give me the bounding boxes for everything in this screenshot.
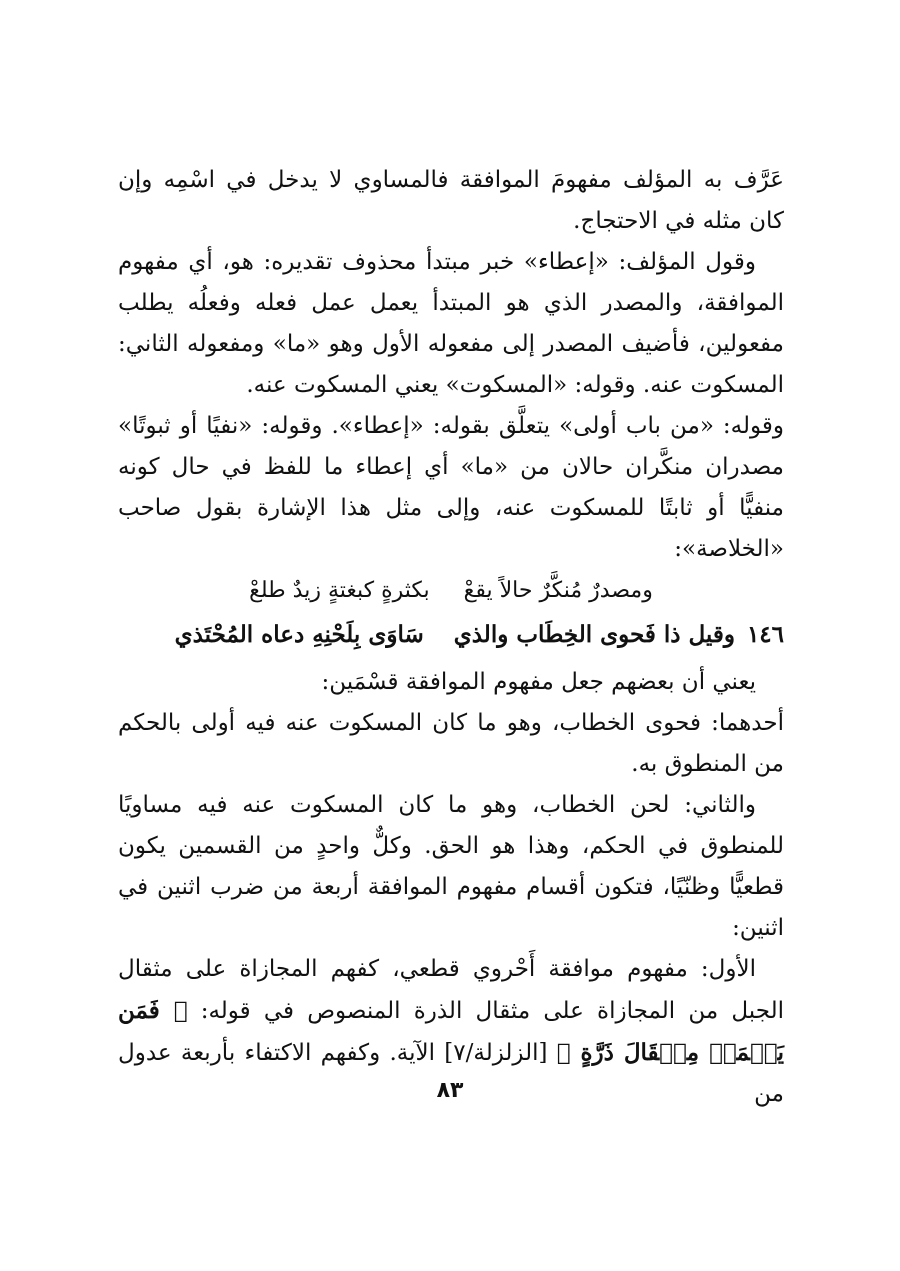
poem-line-number: ١٤٦: [746, 621, 784, 648]
quoted-verse-first-hemistich: ومصدرٌ مُنكَّرٌ حالاً يقعْ: [463, 578, 653, 603]
poem-first-hemistich: وقيل ذا فَحوى الخِطَاب والذي: [453, 621, 735, 648]
quoted-verse-second-hemistich: بكثرةٍ كبغتةٍ زيدٌ طلعْ: [249, 578, 430, 603]
page-body: [118, 160, 784, 1115]
final-paragraph-text: الأول: مفهوم موافقة أَحْروي قطعي، كفهم المجازاة على مثقال الجبل من المجازاة على مثقال الذرة المنصوص في قوله:: [118, 956, 784, 1024]
quoted-verse: [118, 572, 784, 610]
paragraph-3: وقوله: «من باب أولى» يتعلَّق بقوله: «إعطاء». وقوله: «نفيًا أو ثبوتًا» مصدران منكَّران حالان من «ما» أي إعطاء ما للفظ في حال كونه منفيًّا أو ثابتًا للمسكوت عنه، وإلى مثل هذا الإشارة بقول صاحب «الخلاصة»:: [118, 413, 784, 562]
quran-quote: ﴿ فَمَن يَعۡمَلۡ مِثۡقَالَ ذَرَّةٍ ﴾: [118, 997, 784, 1066]
commentary-intro: يعني أن بعضهم جعل مفهوم الموافقة قسْمَين:: [321, 669, 756, 695]
commentary-first-type: أحدهما: فحوى الخطاب، وهو ما كان المسكوت عنه فيه أولى بالحكم من المنطوق به.: [118, 710, 784, 777]
poem-line: [118, 614, 784, 656]
page-number: ٨٣: [436, 1078, 464, 1103]
final-paragraph-continuation: الآية. وكفهم الاكتفاء بأربعة عدول من: [118, 1040, 784, 1107]
poem-second-hemistich: سَاوَى بِلَحْنِهِ دعاه المُحْتَذي: [174, 621, 424, 648]
surah-citation: [الزلزلة/٧]: [435, 1040, 557, 1066]
commentary-second-type: والثاني: لحن الخطاب، وهو ما كان المسكوت عنه فيه مساويًا للمنطوق في الحكم، وهذا هو الحق. وكلٌّ واحدٍ من القسمين يكون قطعيًّا وظنّيًا، فتكون أقسام مفهوم الموافقة أربعة من ضرب اثنين في اثنين:: [118, 792, 784, 941]
paragraph-1: عَرَّف به المؤلف مفهومَ الموافقة فالمساوي لا يدخل في اسْمِه وإن كان مثله في الاحتجاج.: [118, 167, 784, 234]
paragraph-2: وقول المؤلف: «إعطاء» خبر مبتدأ محذوف تقديره: هو، أي مفهوم الموافقة، والمصدر الذي هو المبتدأ يعمل عمل فعله وفعلُه يطلب مفعولين، فأضيف المصدر إلى مفعوله الأول وهو «ما» ومفعوله الثاني: المسكوت عنه. وقوله: «المسكوت» يعني المسكوت عنه.: [118, 249, 784, 398]
